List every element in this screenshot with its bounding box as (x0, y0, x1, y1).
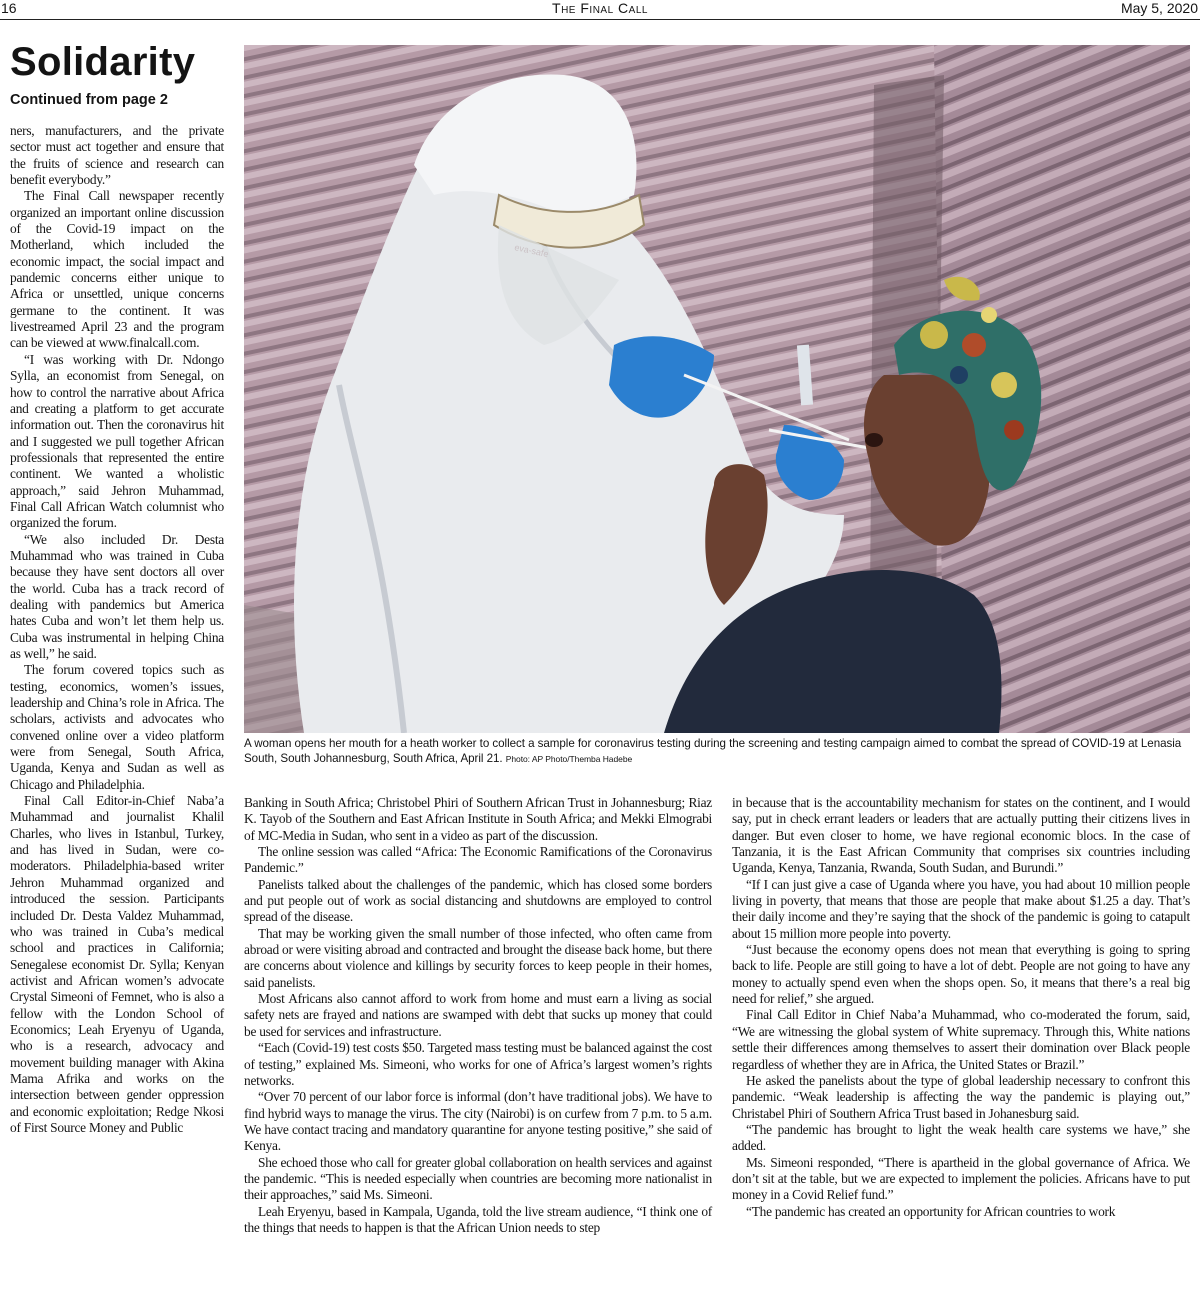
paragraph: “We also included Dr. Desta Muhammad who was trained in Cuba because they have sent doctors all over the world. Cuba has a track record of dealing with pandemics but America hates Cuba and won’t let them help us. Cuba was instrumental in helping China as well,” he said. (10, 531, 224, 661)
paragraph: She echoed those who call for greater global collaboration on health services and against the pandemic. “This is needed especially when countries are becoming more nationalist in their approaches,” said Ms. Simeoni. (244, 1154, 712, 1203)
testing-scene-illustration (244, 45, 1190, 733)
article-column-1 (10, 123, 224, 1136)
paragraph: Panelists talked about the challenges of the pandemic, which has closed some borders and put people out of work as social distancing and shutdowns are employed to control spread of the disease. (244, 876, 712, 925)
page-number: 16 (1, 0, 17, 16)
paragraph: “The pandemic has brought to light the weak health care systems we have,” she added. (732, 1121, 1190, 1154)
photo-credit: Photo: AP Photo/Themba Hadebe (505, 754, 633, 764)
paragraph: “Each (Covid-19) test costs $50. Targeted mass testing must be balanced against the cost of testing,” explained Ms. Simeoni, who works for one of Africa’s largest women’s rights networks. (244, 1040, 712, 1088)
paragraph: The online session was called “Africa: The Economic Ramifications of the Coronavirus Pandemic.” (244, 844, 712, 876)
paragraph: “I was working with Dr. Ndongo Sylla, an economist from Senegal, on how to control the narrative about Africa and creating a platform to get accurate information out. Then the coronavirus hit and I suggested we pull together African professionals that represented the entire continent. We wanted a wholistic approach,” said Jehron Muhammad, Final Call African Watch columnist who organized the forum. (10, 351, 224, 531)
paragraph: He asked the panelists about the type of global leadership necessary to confront this pandemic. “Weak leadership is affecting the way the pandemic is playing out,” Christabel Phiri of Southern Africa Trust based in Johanesburg said. (732, 1072, 1190, 1121)
caption-text: A woman opens her mouth for a heath worker to collect a sample for coronavirus testing during the screening and testing campaign aimed to combat the spread of COVID-19 at Lenasia South, South Johannesburg, South Africa, April 21. (244, 737, 1182, 765)
paragraph: “If I can just give a case of Uganda where you have, you had about 10 million people living in poverty, that means that those are people that make about $1.25 a day. That’s their daily income and they’re saying that the shock of the pandemic is going to catapult about 15 million more people into poverty. (732, 876, 1190, 941)
article-column-2 (244, 795, 712, 1236)
page-header (0, 0, 1200, 20)
continued-from-label: Continued from page 2 (10, 92, 168, 108)
paragraph: Banking in South Africa; Christobel Phiri of Southern African Trust in Johannesburg; Riaz K. Tayob of the Southern and East African Institute in South Africa; and Mekki Elmograbi of MC-Media in Sudan, who sent in a video as part of the discussion. (244, 795, 712, 843)
paragraph: That may be working given the small number of those infected, who often came from abroad or were visiting abroad and contracted and brought the disease back home, but there are concerns about violence and killings by security forces to keep people in their homes, said panelists. (244, 925, 712, 990)
paragraph: ners, manufacturers, and the private sector must act together and ensure that the fruits of science and research can benefit everybody.” (10, 123, 224, 188)
article-photo (244, 45, 1190, 733)
paragraph: “Over 70 percent of our labor force is informal (don’t have traditional jobs). We have to find hybrid ways to manage the virus. The city (Nairobi) is on curfew from 7 p.m. to 5 a.m. We have contact tracing and mandatory quarantine for anyone testing positive,” she said of Kenya. (244, 1089, 712, 1154)
paragraph: Final Call Editor in Chief Naba’a Muhammad, who co-moderated the forum, said, “We are witnessing the global system of White supremacy. Through this, White nations settle their differences among themselves to assert their domination over Black people regardless of whether they are in Africa, the United States or Brazil.” (732, 1007, 1190, 1072)
paragraph: Leah Eryenyu, based in Kampala, Uganda, told the live stream audience, “I think one of the things that needs to happen is that the African Union needs to step (244, 1203, 712, 1235)
paragraph: The Final Call newspaper recently organized an important online discussion of the Covid-19 impact on the Motherland, which included the economic impact, the social impact and pandemic concerns either unique to Africa or unsettled, unique concerns germane to the continent. It was livestreamed April 23 and the program can be viewed at www.finalcall.com. (10, 188, 224, 351)
paragraph: Most Africans also cannot afford to work from home and must earn a living as social safety nets are frayed and nations are swamped with debt that sucks up money that could be used for services and infrastructure. (244, 991, 712, 1039)
article-headline: Solidarity (10, 40, 196, 84)
article-column-3 (732, 795, 1190, 1220)
paragraph: The forum covered topics such as testing, economics, women’s issues, leadership and China’s role in Africa. The scholars, activists and advocates who convened online over a video platform were from Senegal, South Africa, Uganda, Kenya and Sudan as well as Chicago and Philadelphia. (10, 662, 224, 792)
paragraph: “The pandemic has created an opportunity for African countries to work (746, 1203, 1116, 1219)
paragraph: Final Call Editor-in-Chief Naba’a Muhammad and journalist Khalil Charles, who lives in Istanbul, Turkey, and has lived in Sudan, were co-moderators. Philadelphia-based writer Jehron Muhammad organized and introduced the session. Participants included Dr. Desta Valdez Muhammad, who was trained in Cuba’s medical school and practices in California; Senegalese economist Dr. Sylla; Kenyan activist and African women’s advocate Crystal Simeoni of Femnet, who is also a fellow with the London School of Economics; Leah Eryenyu of Uganda, who is a research, advocacy and movement building manager with Akina Mama Afrika and works on the intersection between gender oppression and economic exploitation; Redge Nkosi of First Source Money and Public (10, 793, 224, 1135)
newspaper-name: The Final Call (552, 0, 648, 16)
paragraph: Ms. Simeoni responded, “There is apartheid in the global governance of Africa. We don’t sit at the table, but we are expected to implement the policies. Africans have to put money in a Covid Relief fund.” (732, 1154, 1190, 1203)
paragraph: in because that is the accountability mechanism for states on the continent, and I would say, put in check errant leaders or leaders that are actually putting their citizens lives in danger. But even closer to home, we have regional economic blocs. In the case of Tanzania, it is the East African Community that comprises six countries including Uganda, Kenya, Tanzania, Rwanda, South Sudan, and Burundi.” (732, 795, 1190, 876)
paragraph: “Just because the economy opens does not mean that everything is going to spring back to life. People are still going to have a lot of debt. People are not going to have any money to actually spend even when the shops open. So, it means that there’s a real big need for relief,” she argued. (732, 942, 1190, 1007)
photo-caption (244, 736, 1192, 767)
issue-date: May 5, 2020 (1120, 0, 1198, 16)
